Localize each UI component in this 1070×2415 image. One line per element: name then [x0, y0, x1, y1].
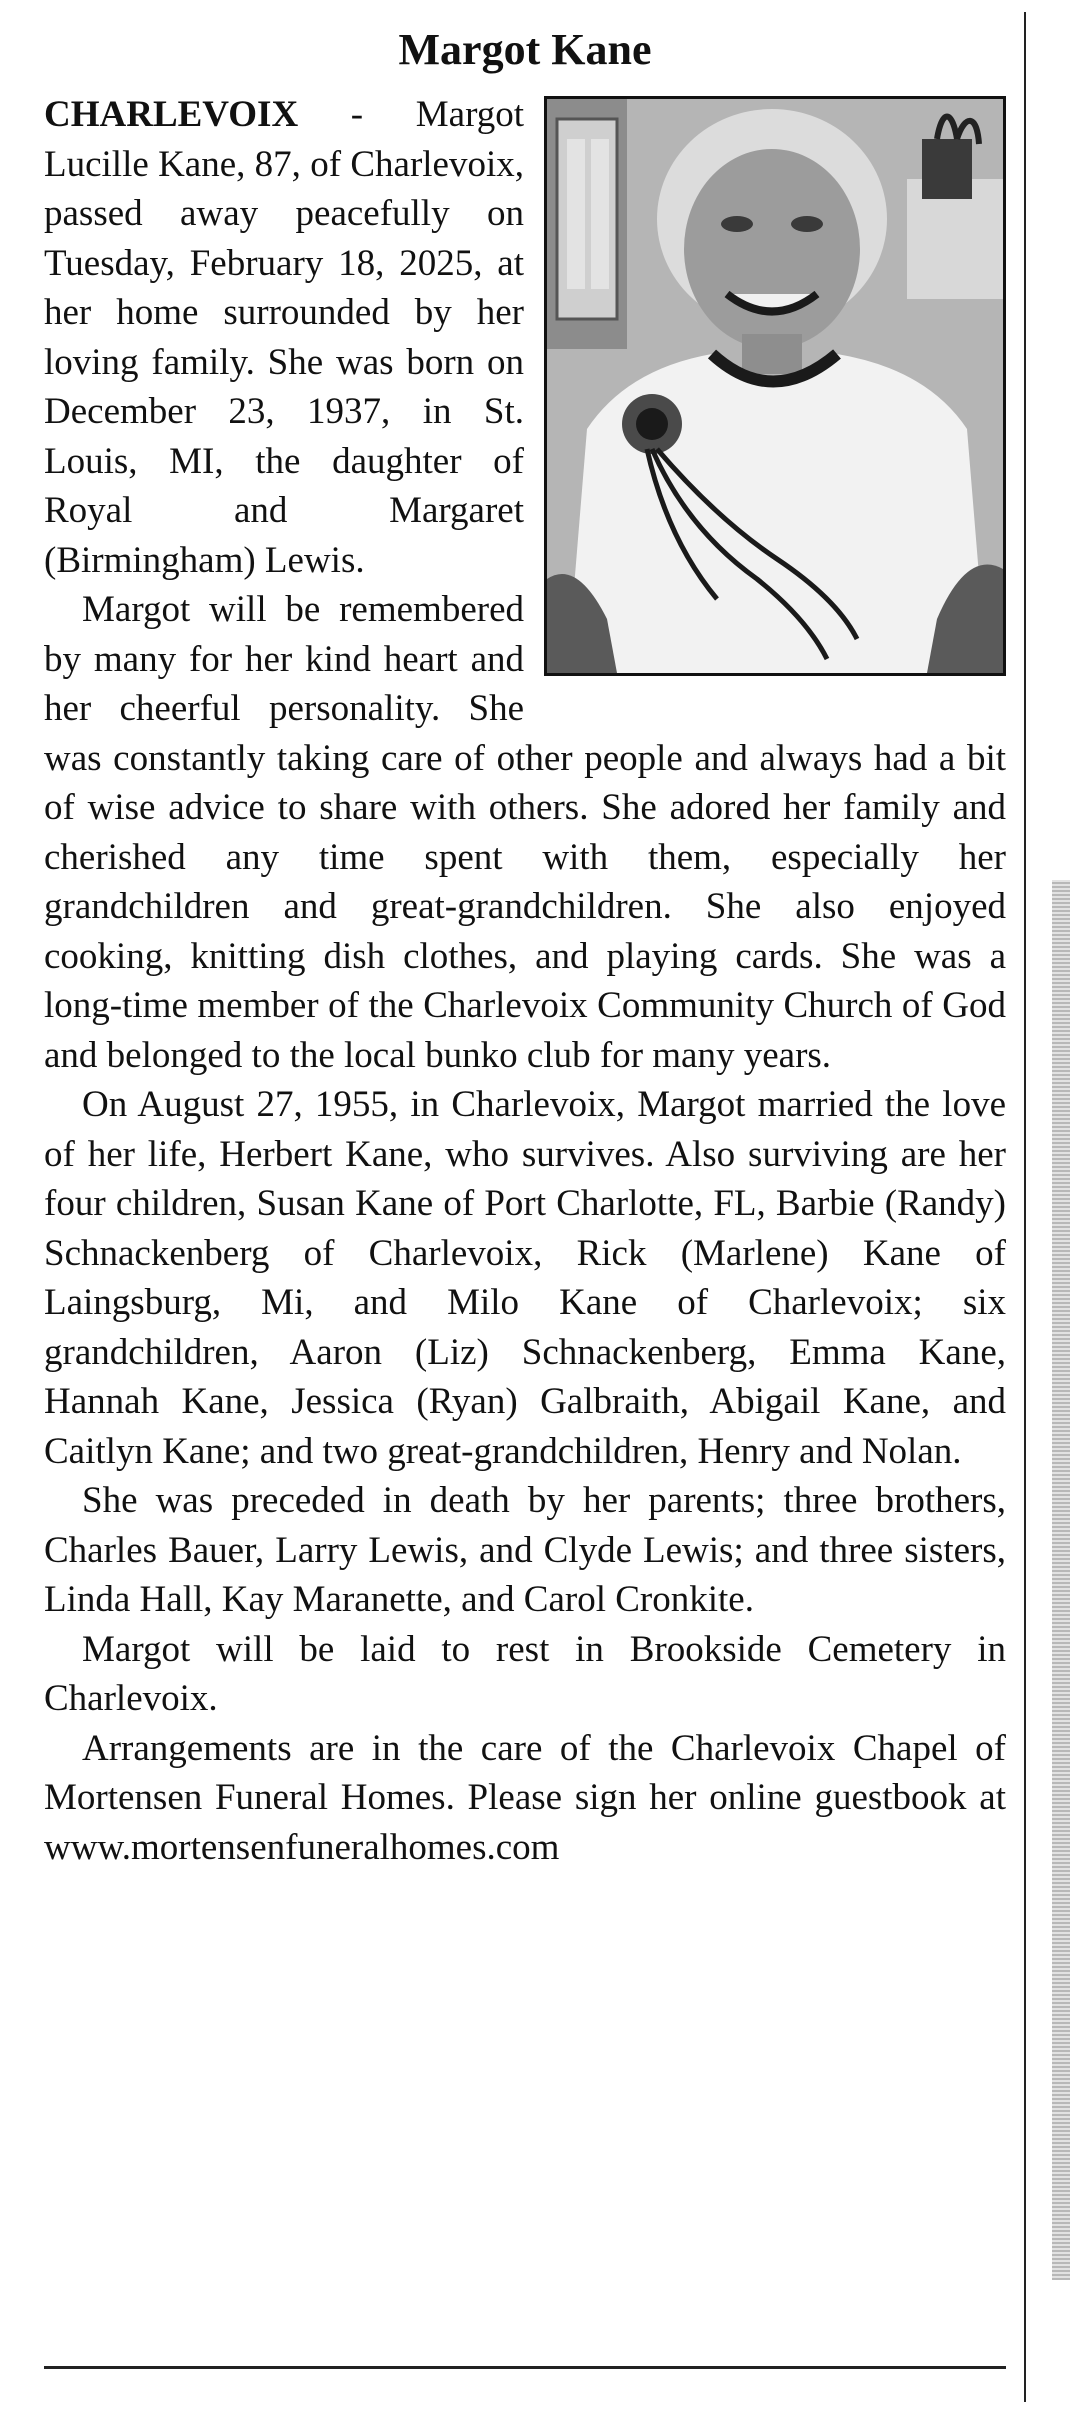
- obituary-paragraph-5: Margot will be laid to rest in Brookside Cemetery in Charlevoix.: [44, 1628, 1006, 1719]
- obituary-paragraph-2: Margot will be remembered by many for her kind heart and her cheerful personality. She was constantly taking care of other people and always had a bit of wise advice to share with others. She adored her family and cherished any time spent with them, especially her grandchildren and great-grandchildren. She also enjoyed cooking, knitting dish clothes, and playing cards. She was a long-time member of the Charlevoix Community Church of God and belonged to the local bunko club for many years.: [44, 589, 1006, 1076]
- obituary-column: [44, 18, 1006, 1872]
- dateline: CHARLEVOIX: [44, 94, 299, 135]
- bottom-rule: [44, 2366, 1006, 2369]
- page-edge-shadow: [1052, 880, 1070, 2280]
- column-rule-right: [1024, 12, 1026, 2402]
- obituary-body: [44, 90, 1006, 1872]
- obituary-title: Margot Kane: [398, 25, 652, 74]
- paragraph-1-text: - Margot Lucille Kane, 87, of Charlevoix, passed away peacefully on Tuesday, February 18, 2025, at her home surrounded by her loving family. She was born on December 23, 1937, in St. Louis, MI, the daughter of Royal and Margaret (Birmingham) Lewis.: [44, 94, 524, 581]
- obituary-paragraph-4: She was preceded in death by her parents; three brothers, Charles Bauer, Larry Lewis, and Clyde Lewis; and three sisters, Linda Hall, Kay Maranette, and Carol Cronkite.: [44, 1480, 1006, 1620]
- obituary-paragraph-6: Arrangements are in the care of the Charlevoix Chapel of Mortensen Funeral Homes. Please sign her online guestbook at www.mortensenfuneralhomes.com: [44, 1727, 1006, 1868]
- portrait-image: [547, 99, 1003, 673]
- obituary-paragraph-3: On August 27, 1955, in Charlevoix, Margot married the love of her life, Herbert Kane, who survives. Also surviving are her four children, Susan Kane of Port Charlotte, FL, Barbie (Randy) Schnackenberg of Charlevoix, Rick (Marlene) Kane of Laingsburg, Mi, and Milo Kane of Charlevoix; six grandchildren, Aaron (Liz) Schnackenberg, Emma Kane, Hannah Kane, Jessica (Ryan) Galbraith, Abigail Kane, and Caitlyn Kane; and two great-grandchildren, Henry and Nolan.: [44, 1084, 1006, 1472]
- portrait-photo: [544, 96, 1006, 676]
